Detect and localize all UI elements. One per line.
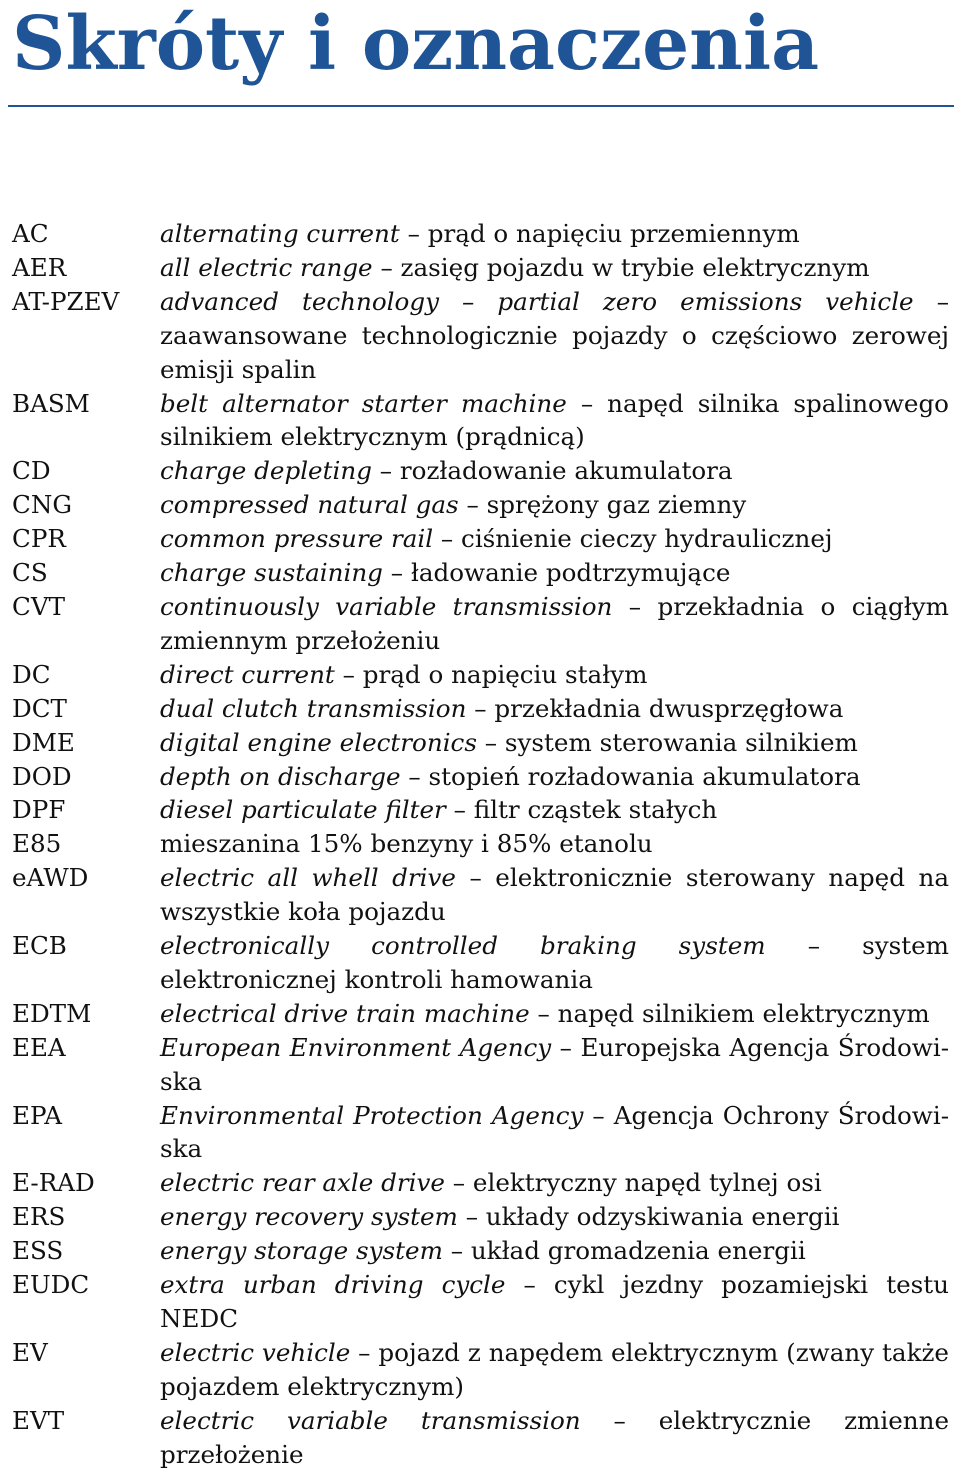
abbreviation-term: EEA bbox=[12, 1032, 66, 1062]
polish-translation: mieszanina 15% benzyny i 85% etanolu bbox=[160, 829, 653, 859]
polish-translation: – prąd o napięciu przemiennym bbox=[399, 219, 800, 248]
abbreviation-entry bbox=[0, 692, 960, 726]
page-title: Skróty i oznaczenia bbox=[12, 1, 820, 87]
abbreviation-term: CNG bbox=[12, 490, 72, 520]
abbreviation-term: EV bbox=[12, 1337, 48, 1367]
english-expansion: digital engine electronics bbox=[160, 727, 477, 757]
english-expansion: electric vehicle bbox=[160, 1337, 351, 1367]
polish-translation: – cykl jezdny pozamiejski testu NEDC bbox=[160, 1270, 949, 1333]
polish-translation: – elektrycznie zmienne przełożenie bbox=[160, 1405, 949, 1469]
abbreviation-entry bbox=[0, 726, 960, 760]
abbreviation-term: E85 bbox=[12, 829, 62, 859]
abbreviation-term: DC bbox=[12, 659, 51, 689]
polish-translation: – Agencja Ochrony Środowiska bbox=[160, 1100, 949, 1164]
abbreviation-entry bbox=[0, 861, 960, 929]
abbreviation-entry bbox=[0, 1099, 960, 1167]
english-expansion: electric all whell drive bbox=[160, 863, 456, 893]
polish-translation: – przekładnia dwusprzęgłowa bbox=[466, 693, 844, 723]
abbreviation-entry bbox=[0, 1268, 960, 1336]
abbreviation-term: DPF bbox=[12, 795, 66, 825]
abbreviation-definition bbox=[160, 1404, 949, 1472]
abbreviation-term: ERS bbox=[12, 1202, 66, 1232]
abbreviation-term: AER bbox=[12, 252, 67, 282]
abbreviation-definition bbox=[160, 1031, 949, 1099]
abbreviation-entry bbox=[0, 488, 960, 522]
abbreviation-definition bbox=[160, 1234, 949, 1268]
abbreviation-definition bbox=[160, 827, 949, 861]
polish-translation: – elektronicznie sterowany napęd na wszystkie koła pojazdu bbox=[160, 863, 949, 927]
abbreviation-definition bbox=[160, 1268, 949, 1336]
abbreviation-definition bbox=[160, 251, 949, 285]
english-expansion: common pressure rail bbox=[160, 524, 434, 554]
abbreviation-entry bbox=[0, 1336, 960, 1404]
abbreviation-entry bbox=[0, 929, 960, 997]
abbreviation-entry bbox=[0, 1031, 960, 1099]
polish-translation: – napęd silnika spalinowego silnikiem elektrycznym (prądnicą) bbox=[160, 388, 949, 452]
abbreviation-list bbox=[0, 217, 960, 1472]
abbreviation-term: DCT bbox=[12, 693, 67, 723]
abbreviation-entry bbox=[0, 658, 960, 692]
abbreviation-entry bbox=[0, 522, 960, 556]
english-expansion: diesel particulate filter bbox=[160, 795, 446, 825]
english-expansion: electrical drive train machine bbox=[160, 998, 530, 1028]
abbreviation-definition bbox=[160, 556, 949, 590]
polish-translation: – system elektronicznej kontroli hamowania bbox=[160, 931, 949, 994]
abbreviation-definition bbox=[160, 861, 949, 929]
abbreviation-entry bbox=[0, 760, 960, 794]
abbreviation-definition bbox=[160, 590, 949, 658]
abbreviation-entry bbox=[0, 454, 960, 488]
abbreviation-term: AT-PZEV bbox=[12, 286, 120, 316]
abbreviation-term: EUDC bbox=[12, 1270, 90, 1300]
polish-translation: – Europejska Agencja Środowiska bbox=[160, 1032, 949, 1096]
english-expansion: alternating current bbox=[160, 219, 400, 248]
abbreviation-term: AC bbox=[12, 219, 49, 248]
polish-translation: – napęd silnikiem elektrycznym bbox=[529, 998, 930, 1028]
abbreviation-entry bbox=[0, 251, 960, 285]
english-expansion: continuously variable transmission bbox=[160, 591, 613, 621]
english-expansion: charge sustaining bbox=[160, 558, 383, 588]
english-expansion: energy storage system bbox=[160, 1236, 443, 1266]
english-expansion: extra urban driving cycle bbox=[160, 1270, 506, 1300]
abbreviation-entry bbox=[0, 285, 960, 387]
abbreviation-definition bbox=[160, 1200, 949, 1234]
english-expansion: depth on discharge bbox=[160, 761, 401, 791]
abbreviation-term: CPR bbox=[12, 524, 66, 554]
abbreviation-entry bbox=[0, 793, 960, 827]
abbreviation-definition bbox=[160, 285, 949, 387]
polish-translation: – pojazd z napędem elektrycznym (zwany także pojazdem elektrycznym) bbox=[160, 1337, 949, 1401]
abbreviation-term: EVT bbox=[12, 1405, 65, 1435]
abbreviation-definition bbox=[160, 488, 949, 522]
english-expansion: advanced technology – partial zero emissions vehicle bbox=[160, 286, 914, 316]
abbreviation-term: BASM bbox=[12, 388, 90, 418]
abbreviation-term: DME bbox=[12, 727, 75, 757]
english-expansion: European Environment Agency bbox=[160, 1032, 552, 1062]
abbreviation-term: eAWD bbox=[12, 863, 89, 893]
english-expansion: direct current bbox=[160, 659, 335, 689]
abbreviation-term: EPA bbox=[12, 1100, 63, 1130]
abbreviation-term: ESS bbox=[12, 1236, 64, 1266]
abbreviation-entry bbox=[0, 217, 960, 251]
abbreviation-entry bbox=[0, 1234, 960, 1268]
abbreviation-term: CS bbox=[12, 558, 48, 588]
english-expansion: Environmental Protection Agency bbox=[160, 1100, 584, 1130]
polish-translation: – filtr cząstek stałych bbox=[445, 795, 718, 825]
abbreviation-definition bbox=[160, 522, 949, 556]
abbreviation-definition bbox=[160, 793, 949, 827]
abbreviation-definition bbox=[160, 454, 949, 488]
english-expansion: all electric range bbox=[160, 252, 373, 282]
abbreviation-term: CVT bbox=[12, 591, 65, 621]
abbreviation-entry bbox=[0, 590, 960, 658]
abbreviation-entry bbox=[0, 387, 960, 455]
english-expansion: energy recovery system bbox=[160, 1202, 458, 1232]
polish-translation: – system sterowania silnikiem bbox=[476, 727, 858, 757]
abbreviation-entry bbox=[0, 997, 960, 1031]
english-expansion: electric variable transmission bbox=[160, 1405, 581, 1435]
polish-translation: – ciśnienie cieczy hydraulicznej bbox=[433, 524, 833, 554]
abbreviation-term: CD bbox=[12, 456, 51, 486]
abbreviation-definition bbox=[160, 658, 949, 692]
polish-translation: – układy odzyskiwania energii bbox=[457, 1202, 840, 1232]
english-expansion: electronically controlled braking system bbox=[160, 931, 766, 961]
abbreviation-term: ECB bbox=[12, 931, 67, 961]
abbreviation-entry bbox=[0, 1404, 960, 1472]
polish-translation: – rozładowanie akumulatora bbox=[371, 456, 733, 486]
abbreviation-definition bbox=[160, 387, 949, 455]
abbreviation-term: DOD bbox=[12, 761, 72, 791]
abbreviation-entry bbox=[0, 556, 960, 590]
english-expansion: belt alternator starter machine bbox=[160, 388, 567, 418]
abbreviation-definition bbox=[160, 692, 949, 726]
polish-translation: – stopień rozładowania akumulatora bbox=[400, 761, 861, 791]
polish-translation: – ładowanie podtrzymujące bbox=[382, 558, 731, 588]
abbreviation-entry bbox=[0, 1200, 960, 1234]
english-expansion: compressed natural gas bbox=[160, 490, 459, 520]
abbreviation-term: EDTM bbox=[12, 998, 92, 1028]
abbreviation-definition bbox=[160, 1336, 949, 1404]
abbreviation-entry bbox=[0, 827, 960, 861]
abbreviation-definition bbox=[160, 760, 949, 794]
abbreviation-definition bbox=[160, 726, 949, 760]
abbreviation-definition bbox=[160, 997, 949, 1031]
english-expansion: electric rear axle drive bbox=[160, 1168, 445, 1198]
abbreviation-entry bbox=[0, 1166, 960, 1200]
abbreviation-term: E-RAD bbox=[12, 1168, 95, 1198]
polish-translation: – sprężony gaz ziemny bbox=[458, 490, 747, 520]
polish-translation: – zaawansowane technologicznie pojazdy o częściowo zerowej emisji spalin bbox=[160, 286, 949, 384]
abbreviation-definition bbox=[160, 217, 949, 251]
abbreviation-definition bbox=[160, 1166, 949, 1200]
polish-translation: – przekładnia o ciągłym zmiennym przełożeniu bbox=[160, 591, 949, 655]
abbreviation-definition bbox=[160, 929, 949, 997]
title-divider bbox=[8, 105, 954, 107]
polish-translation: – zasięg pojazdu w trybie elektrycznym bbox=[372, 252, 870, 282]
polish-translation: – elektryczny napęd tylnej osi bbox=[444, 1168, 822, 1198]
english-expansion: charge depleting bbox=[160, 456, 372, 486]
polish-translation: – prąd o napięciu stałym bbox=[334, 659, 648, 689]
polish-translation: – układ gromadzenia energii bbox=[442, 1236, 806, 1266]
abbreviation-definition bbox=[160, 1099, 949, 1167]
english-expansion: dual clutch transmission bbox=[160, 693, 467, 723]
